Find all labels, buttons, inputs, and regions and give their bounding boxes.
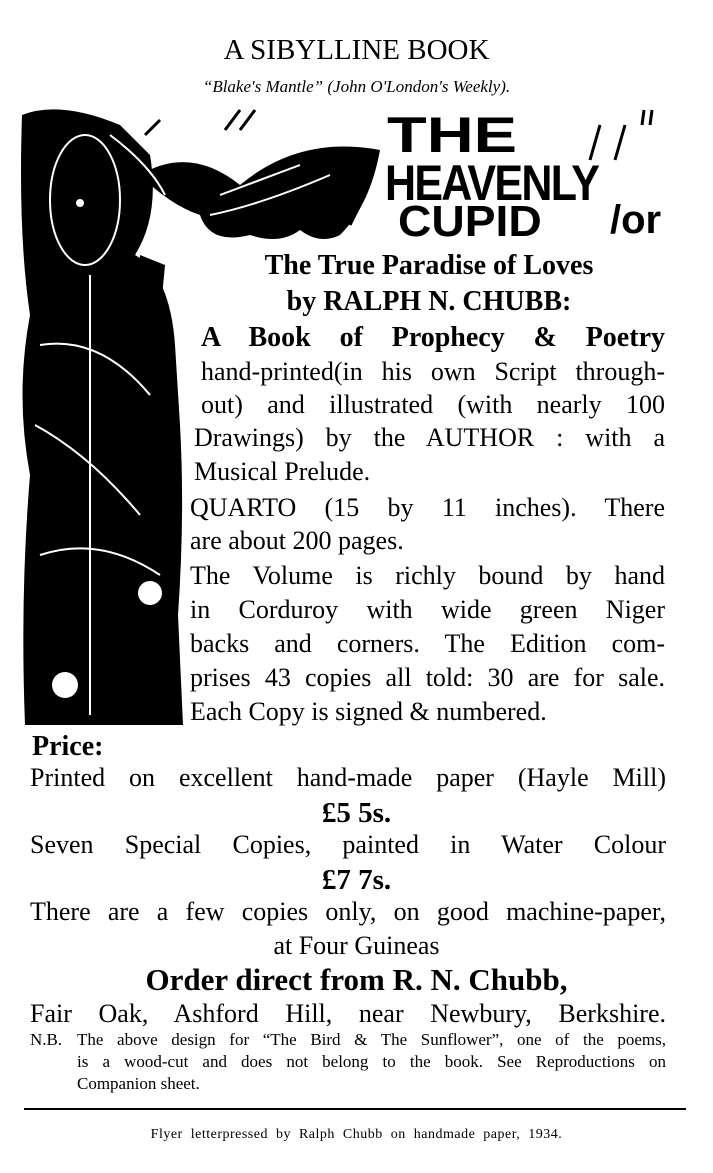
description-line: Drawings) by the AUTHOR : with a: [194, 423, 665, 452]
special-price: £7 7s.: [321, 864, 392, 896]
machine-paper-desc: There are a few copies only, on good machine-paper,: [30, 897, 666, 926]
note-label: N.B.: [30, 1030, 63, 1049]
standard-price: £5 5s.: [321, 797, 392, 829]
note-line: The above design for “The Bird & The Sunflower”, one of the poems,: [77, 1030, 666, 1049]
price-heading: Price:: [32, 731, 104, 762]
review-quote: “Blake's Mantle” (John O'London's Weekly).: [202, 77, 511, 96]
order-heading: Order direct from R. N. Chubb,: [145, 962, 568, 997]
description-line: in Corduroy with wide green Niger: [190, 595, 665, 624]
standard-edition-desc: Printed on excellent hand-made paper (Hayle Mill): [30, 763, 666, 792]
description-line: QUARTO (15 by 11 inches). There: [190, 493, 665, 522]
note-line: is a wood-cut and does not belong to the book. See Reproductions on: [77, 1052, 666, 1071]
description-line: are about 200 pages.: [190, 526, 404, 555]
note-line: Companion sheet.: [77, 1074, 200, 1093]
description-line: backs and corners. The Edition com-: [190, 629, 665, 658]
title-the: THE: [387, 107, 517, 163]
divider: [24, 1108, 686, 1110]
subtitle: The True Paradise of Loves: [264, 250, 594, 281]
title-cupid: CUPID: [398, 197, 542, 246]
series-title: A SIBYLLINE BOOK: [223, 34, 490, 66]
machine-paper-price: at Four Guineas: [273, 931, 440, 960]
special-edition-desc: Seven Special Copies, painted in Water Colour: [30, 830, 666, 859]
description-line: Each Copy is signed & numbered.: [190, 697, 547, 726]
footer-caption: Flyer letterpressed by Ralph Chubb on handmade paper, 1934.: [150, 1127, 563, 1142]
description-line: The Volume is richly bound by hand: [190, 561, 665, 590]
order-address: Fair Oak, Ashford Hill, near Newbury, Berkshire.: [30, 999, 666, 1028]
title-heavenly: HEAVENLY: [385, 155, 599, 211]
author: by RALPH N. CHUBB:: [286, 286, 572, 317]
description-line: out) and illustrated (with nearly 100: [201, 390, 665, 419]
description-line: Musical Prelude.: [194, 457, 371, 486]
description-line: prises 43 copies all told: 30 are for sale.: [190, 663, 665, 692]
book-kind: A Book of Prophecy & Poetry: [201, 322, 665, 353]
title-or: /or: [610, 198, 662, 242]
description-line: hand-printed(in his own Script through-: [201, 357, 665, 386]
